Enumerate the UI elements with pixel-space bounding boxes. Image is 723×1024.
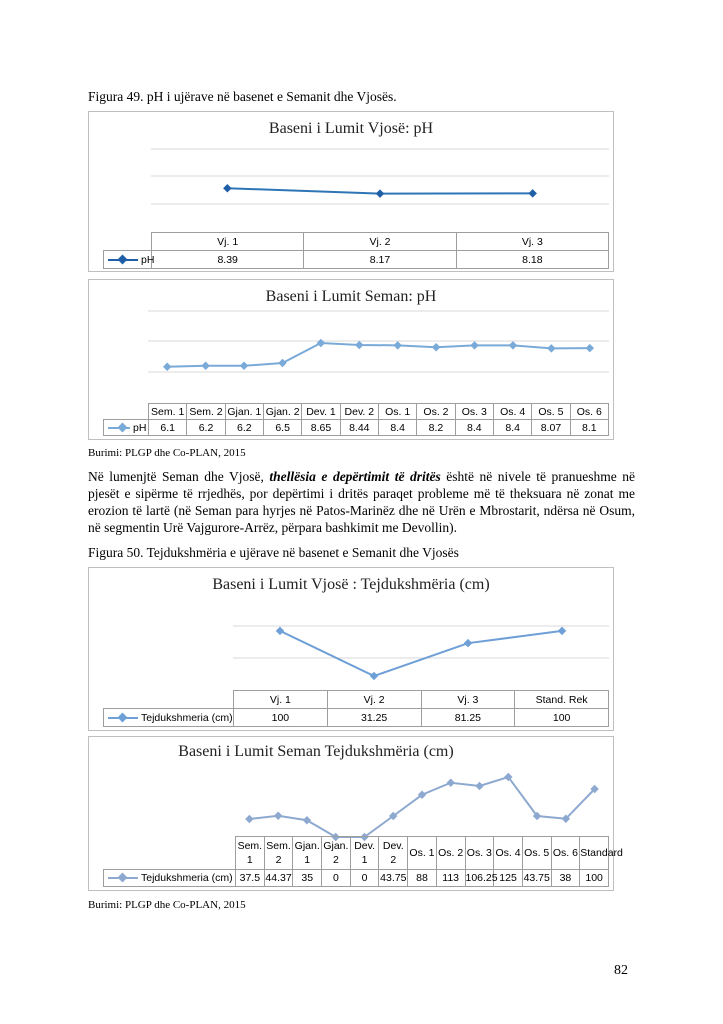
x-tick-label: Os. 6 (570, 404, 608, 420)
x-tick-label: Os. 4 (493, 404, 531, 420)
x-tick-label: Sem. 1 (236, 837, 265, 870)
data-label: 8.17 (304, 251, 456, 269)
chart-vjose-ph (88, 111, 614, 272)
x-tick-label: Vj. 2 (304, 233, 456, 251)
data-point (586, 344, 594, 352)
x-tick-label: Vj. 1 (152, 233, 304, 251)
data-label: 35 (293, 870, 322, 887)
legend-marker-icon (108, 423, 130, 433)
data-point (558, 627, 566, 635)
data-point (223, 184, 231, 192)
x-tick-label: Gjan. 1 (225, 404, 263, 420)
x-tick-label: Gjan. 2 (263, 404, 301, 420)
x-tick-label: Vj. 2 (327, 691, 421, 709)
x-tick-label: Gjan. 1 (293, 837, 322, 870)
data-label: 8.18 (456, 251, 608, 269)
chart-data-table (103, 836, 623, 887)
x-tick-label: Dev. 2 (379, 837, 408, 870)
data-label: 8.2 (417, 420, 455, 436)
legend-entry (104, 709, 234, 727)
chart-vjose-tejdukshmeria (88, 567, 614, 731)
x-tick-label: Sem. 2 (187, 404, 225, 420)
data-point (528, 189, 536, 197)
legend-label: Tejdukshmeria (cm) (141, 711, 233, 724)
x-tick-label: Os. 3 (455, 404, 493, 420)
x-tick-label: Vj. 3 (456, 233, 608, 251)
chart-title: Baseni i Lumit Vjosë: pH (268, 120, 434, 137)
data-label: 8.07 (532, 420, 570, 436)
x-tick-label: Standard (580, 837, 609, 870)
data-label: 8.44 (340, 420, 378, 436)
x-tick-label: Dev. 1 (302, 404, 340, 420)
data-label: 0 (350, 870, 379, 887)
data-label: 44.37 (264, 870, 293, 887)
data-label: 100 (580, 870, 609, 887)
data-label: 81.25 (421, 709, 515, 727)
chart-data-table (103, 690, 609, 727)
legend-marker-icon (108, 713, 138, 723)
data-point (163, 362, 171, 370)
x-tick-label: Os. 4 (494, 837, 523, 870)
data-label: 6.2 (187, 420, 225, 436)
x-tick-label: Sem. 1 (149, 404, 187, 420)
data-label: 100 (234, 709, 328, 727)
paragraph-emphasis: thellësia e depërtimit të dritës (269, 469, 441, 484)
x-tick-label: Os. 1 (378, 404, 416, 420)
data-point (240, 362, 248, 370)
data-point (547, 344, 555, 352)
x-tick-label: Vj. 3 (421, 691, 515, 709)
data-label: 38 (551, 870, 580, 887)
series-line (167, 343, 590, 367)
data-point (303, 816, 311, 824)
x-tick-label: Gjan. 2 (322, 837, 351, 870)
data-point (201, 362, 209, 370)
legend-marker-icon (108, 873, 138, 883)
data-point (509, 341, 517, 349)
legend-label: pH (141, 253, 155, 266)
figure-49-source: Burimi: PLGP dhe Co-PLAN, 2015 (88, 447, 246, 459)
x-tick-label: Os. 2 (417, 404, 455, 420)
data-point (317, 339, 325, 347)
x-tick-label: Os. 6 (551, 837, 580, 870)
data-label: 6.2 (225, 420, 263, 436)
x-tick-label: Stand. Rek (515, 691, 609, 709)
chart-title: Baseni i Lumit Seman Tejdukshmëria (cm) (178, 743, 454, 760)
legend-label: pH (133, 421, 147, 434)
data-point (276, 627, 284, 635)
data-label: 8.39 (152, 251, 304, 269)
data-point (245, 815, 253, 823)
data-label: 6.1 (149, 420, 187, 436)
data-point (432, 343, 440, 351)
chart-title: Baseni i Lumit Seman: pH (265, 288, 437, 305)
paragraph-text: Në lumenjtë Seman dhe Vjosë, (88, 469, 270, 484)
paragraph-text: është në nivele të pranueshme në pjesët e sipërme të rrjedhës, por depërtimi i dritës paraqet probleme më të theksuara në zonat me erozion të lartë (në Seman para hyrjes në Patos-Marinëz dhe në Urën e Mbrostarit, ndërsa në Osum, në segmentin Urë Vajgurore-Arrëz, përpara bashkimit me Devollin). (88, 469, 635, 535)
data-label: 88 (408, 870, 437, 887)
data-point (475, 782, 483, 790)
data-point (464, 639, 472, 647)
legend-label: Tejdukshmeria (cm) (141, 872, 233, 884)
data-label: 8.4 (493, 420, 531, 436)
series-line (280, 631, 562, 676)
data-point (470, 341, 478, 349)
x-tick-label: Os. 3 (465, 837, 494, 870)
data-point (393, 341, 401, 349)
figure-50-source: Burimi: PLGP dhe Co-PLAN, 2015 (88, 899, 246, 911)
figure-50-caption: Figura 50. Tejdukshmëria e ujërave në basenet e Semanit dhe Vjosës (88, 545, 459, 560)
data-point (274, 811, 282, 819)
data-point (447, 779, 455, 787)
figure-49-caption: Figura 49. pH i ujërave në basenet e Semanit dhe Vjosës. (88, 89, 397, 104)
data-point (355, 341, 363, 349)
data-label: 125 (494, 870, 523, 887)
data-point (370, 672, 378, 680)
data-label: 100 (515, 709, 609, 727)
x-tick-label: Dev. 2 (340, 404, 378, 420)
chart-title: Baseni i Lumit Vjosë : Tejdukshmëria (cm) (212, 576, 490, 593)
data-label: 43.75 (379, 870, 408, 887)
x-tick-label: Os. 2 (436, 837, 465, 870)
legend-marker-icon (108, 255, 138, 265)
chart-seman-tejdukshmeria (88, 736, 623, 891)
data-label: 8.65 (302, 420, 340, 436)
x-tick-label: Os. 5 (522, 837, 551, 870)
data-label: 8.4 (455, 420, 493, 436)
x-tick-label: Sem. 2 (264, 837, 293, 870)
data-label: 43.75 (522, 870, 551, 887)
data-label: 8.1 (570, 420, 608, 436)
data-point (278, 359, 286, 367)
x-tick-label: Os. 1 (408, 837, 437, 870)
data-label: 37.5 (236, 870, 265, 887)
data-label: 0 (322, 870, 351, 887)
series-line (249, 777, 594, 837)
body-paragraph (88, 468, 635, 536)
legend-entry (104, 251, 155, 269)
chart-data-table (103, 403, 609, 436)
data-label: 113 (436, 870, 465, 887)
data-label: 106.25 (465, 870, 494, 887)
x-tick-label: Os. 5 (532, 404, 570, 420)
data-label: 8.4 (378, 420, 416, 436)
legend-entry (104, 870, 236, 887)
page-number: 82 (614, 963, 628, 978)
chart-data-table (103, 232, 609, 269)
x-tick-label: Vj. 1 (234, 691, 328, 709)
legend-entry (104, 420, 149, 436)
x-tick-label: Dev. 1 (350, 837, 379, 870)
data-label: 6.5 (263, 420, 301, 436)
data-label: 31.25 (327, 709, 421, 727)
chart-seman-ph (88, 279, 614, 440)
data-point (376, 189, 384, 197)
